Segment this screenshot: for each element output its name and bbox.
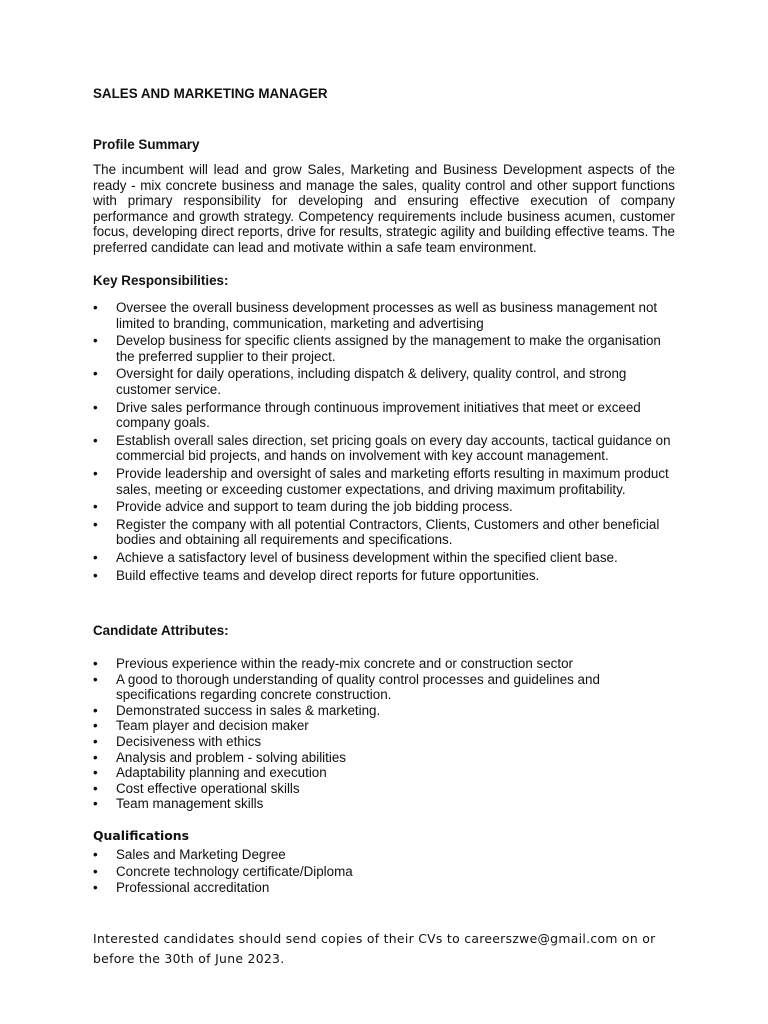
list-item-text: Register the company with all potential Contractors, Clients, Customers and other beneficial bodies and obtaining all requirements and specifications. [116, 516, 660, 548]
list-item-text: Concrete technology certificate/Diploma [116, 863, 353, 879]
bullet-icon: • [93, 465, 98, 481]
list-item-text: Achieve a satisfactory level of business development within the specified client base. [116, 549, 618, 565]
bullet-icon: • [93, 300, 98, 315]
list-item [93, 366, 675, 397]
qualifications-list [93, 847, 675, 897]
list-item [93, 847, 675, 863]
list-item [93, 781, 675, 797]
key-responsibilities-list [93, 300, 675, 585]
bullet-icon: • [93, 847, 98, 862]
list-item-text: Oversight for daily operations, including dispatch & delivery, quality control, and strong customer service. [116, 366, 627, 397]
list-item-text: Team player and decision maker [116, 718, 309, 734]
bullet-icon: • [93, 733, 98, 749]
list-item [93, 499, 675, 515]
bullet-icon: • [93, 671, 98, 687]
list-item [93, 517, 675, 548]
list-item-text: Previous experience within the ready-mix concrete and or construction sector [116, 656, 573, 671]
candidate-attributes-heading: Candidate Attributes: [93, 623, 229, 638]
bullet-icon: • [93, 399, 98, 415]
key-responsibilities-heading: Key Responsibilities: [93, 273, 229, 288]
list-item-text: Professional accreditation [116, 880, 270, 896]
bullet-icon: • [93, 549, 98, 565]
list-item [93, 466, 675, 497]
bullet-icon: • [93, 796, 98, 812]
list-item-text: Team management skills [116, 796, 264, 812]
list-item-text: Analysis and problem - solving abilities [116, 749, 346, 765]
list-item-text: Establish overall sales direction, set pricing goals on every day accounts, tactical guidance on commercial bid projects, and hands on involvement with key account management. [116, 432, 671, 464]
job-title: SALES AND MARKETING MANAGER [93, 86, 328, 101]
list-item [93, 750, 675, 766]
bullet-icon: • [93, 656, 98, 671]
bullet-icon: • [93, 702, 98, 718]
list-item [93, 550, 675, 566]
bullet-icon: • [93, 499, 98, 515]
list-item-text: Provide leadership and oversight of sales and marketing efforts resulting in maximum product sales, meeting or exceeding customer expectations, and driving maximum profitability. [116, 465, 669, 497]
list-item-text: Decisiveness with ethics [116, 733, 262, 749]
list-item [93, 864, 675, 880]
list-item [93, 433, 675, 464]
profile-summary-text: The incumbent will lead and grow Sales, Marketing and Business Development aspects of the ready - mix concrete business and manage the sales, quality control and other support functions with primary responsibility for developing and ensuring effective execution of company performance and growth strategy. Competency requirements include business acumen, customer focus, developing direct reports, drive for results, strategic agility and building effective teams. The preferred candidate can lead and motivate within a safe team environment. [93, 162, 675, 255]
qualifications-heading: Qualifications [93, 828, 189, 843]
list-item-text: Provide advice and support to team during the job bidding process. [116, 499, 513, 515]
bullet-icon: • [93, 749, 98, 765]
list-item-text: Build effective teams and develop direct reports for future opportunities. [116, 567, 540, 583]
list-item-text: A good to thorough understanding of quality control processes and guidelines and specifications regarding concrete construction. [116, 671, 600, 703]
bullet-icon: • [93, 567, 98, 583]
bullet-icon: • [93, 366, 98, 382]
list-item [93, 718, 675, 734]
bullet-icon: • [93, 516, 98, 532]
list-item [93, 765, 675, 781]
list-item-text: Sales and Marketing Degree [116, 847, 286, 862]
list-item [93, 703, 675, 719]
bullet-icon: • [93, 718, 98, 734]
profile-summary-heading: Profile Summary [93, 137, 200, 152]
list-item [93, 734, 675, 750]
list-item [93, 656, 675, 672]
list-item-text: Develop business for specific clients assigned by the management to make the organisation the preferred supplier to their project. [116, 333, 661, 364]
list-item-text: Demonstrated success in sales & marketing. [116, 702, 381, 718]
list-item [93, 672, 675, 703]
list-item [93, 400, 675, 431]
list-item [93, 333, 675, 364]
bullet-icon: • [93, 432, 98, 448]
list-item-text: Drive sales performance through continuous improvement initiatives that meet or exceed company goals. [116, 399, 641, 431]
list-item [93, 300, 675, 331]
list-item [93, 880, 675, 896]
list-item [93, 796, 675, 812]
list-item-text: Oversee the overall business development processes as well as business management not limited to branding, communication, marketing and advertising [116, 300, 658, 331]
bullet-icon: • [93, 880, 98, 896]
bullet-icon: • [93, 333, 98, 349]
bullet-icon: • [93, 765, 98, 781]
application-instructions: Interested candidates should send copies of their CVs to careerszwe@gmail.com on or before the 30th of June 2023. [93, 931, 656, 966]
list-item-text: Adaptability planning and execution [116, 765, 327, 781]
list-item-text: Cost effective operational skills [116, 780, 300, 796]
bullet-icon: • [93, 780, 98, 796]
candidate-attributes-list [93, 656, 675, 812]
list-item [93, 568, 675, 584]
bullet-icon: • [93, 863, 98, 879]
